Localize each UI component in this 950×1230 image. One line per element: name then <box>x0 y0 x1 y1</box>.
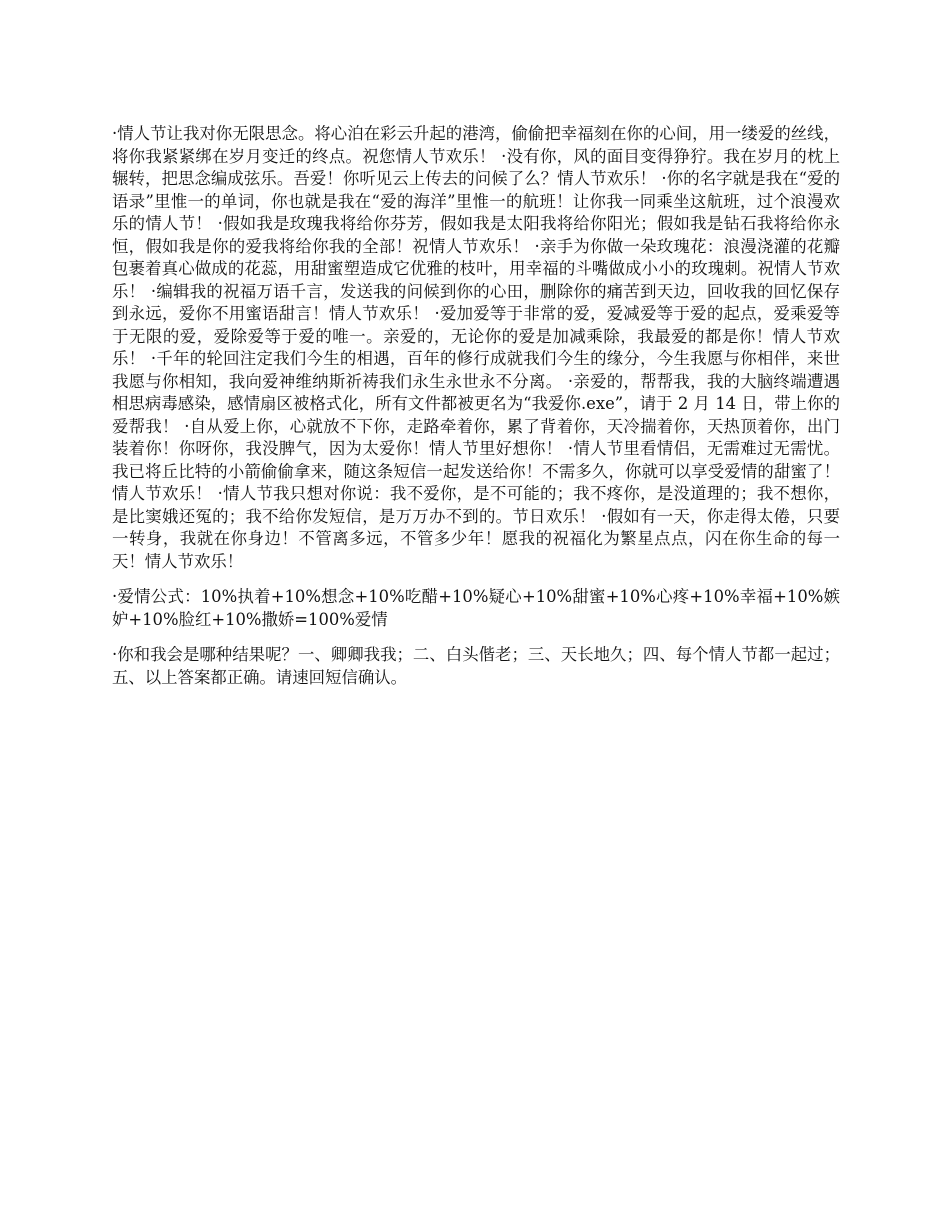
paragraph-love-formula: ·爱情公式：10%执着+10%想念+10%吃醋+10%疑心+10%甜蜜+10%心疼+10%幸福+10%嫉妒+10%脸红+10%撒娇=100%爱情 <box>112 587 840 629</box>
document-body <box>112 123 840 702</box>
paragraph-valentine-messages: ·情人节让我对你无限思念。将心泊在彩云升起的港湾，偷偷把幸福刻在你的心间，用一缕爱的丝线，将你我紧紧绑在岁月变迁的终点。祝您情人节欢乐！ ·没有你，风的面目变得狰狞。我在岁月的枕上辗转，把思念编成弦乐。吾爱！你听见云上传去的问候了么？情人节欢乐！ ·你的名字就是我在“爱的语录”里惟一的单词，你也就是我在“爱的海洋”里惟一的航班！让你我一同乘坐这航班，过个浪漫欢乐的情人节！ ·假如我是玫瑰我将给你芬芳，假如我是太阳我将给你阳光；假如我是钻石我将给你永恒，假如我是你的爱我将给你我的全部！祝情人节欢乐！ ·亲手为你做一朵玫瑰花：浪漫浇灌的花瓣包裹着真心做成的花蕊，用甜蜜塑造成它优雅的枝叶，用幸福的斗嘴做成小小的玫瑰刺。祝情人节欢乐！ ·编辑我的祝福万语千言，发送我的问候到你的心田，删除你的痛苦到天边，回收我的回忆保存到永远，爱你不用蜜语甜言！情人节欢乐！ ·爱加爱等于非常的爱，爱减爱等于爱的起点，爱乘爱等于无限的爱，爱除爱等于爱的唯一。亲爱的，无论你的爱是加减乘除，我最爱的都是你！情人节欢乐！ ·千年的轮回注定我们今生的相遇，百年的修行成就我们今生的缘分，今生我愿与你相伴，来世我愿与你相知，我向爱神维纳斯祈祷我们永生永世永不分离。 ·亲爱的，帮帮我，我的大脑终端遭遇相思病毒感染，感情扇区被格式化，所有文件都被更名为“我爱你.exe”，请于 2 月 14 日，带上你的爱帮我！ ·自从爱上你，心就放不下你，走路牵着你，累了背着你，天冷揣着你，天热顶着你，出门装着你！你呀你，我没脾气，因为太爱你！情人节里好想你！ ·情人节里看情侣，无需难过无需忧。我已将丘比特的小箭偷偷拿来，随这条短信一起发送给你！不需多久，你就可以享受爱情的甜蜜了！情人节欢乐！ ·情人节我只想对你说：我不爱你，是不可能的；我不疼你，是没道理的；我不想你，是比窦娥还冤的；我不给你发短信，是万万办不到的。节日欢乐！ ·假如有一天，你走得太倦，只要一转身，我就在你身边！不管离多远，不管多少年！愿我的祝福化为繁星点点，闪在你生命的每一天！情人节欢乐！ <box>112 124 840 571</box>
paragraph-quiz: ·你和我会是哪种结果呢？一、卿卿我我；二、白头偕老；三、天长地久；四、每个情人节都一起过；五、以上答案都正确。请速回短信确认。 <box>112 645 840 687</box>
